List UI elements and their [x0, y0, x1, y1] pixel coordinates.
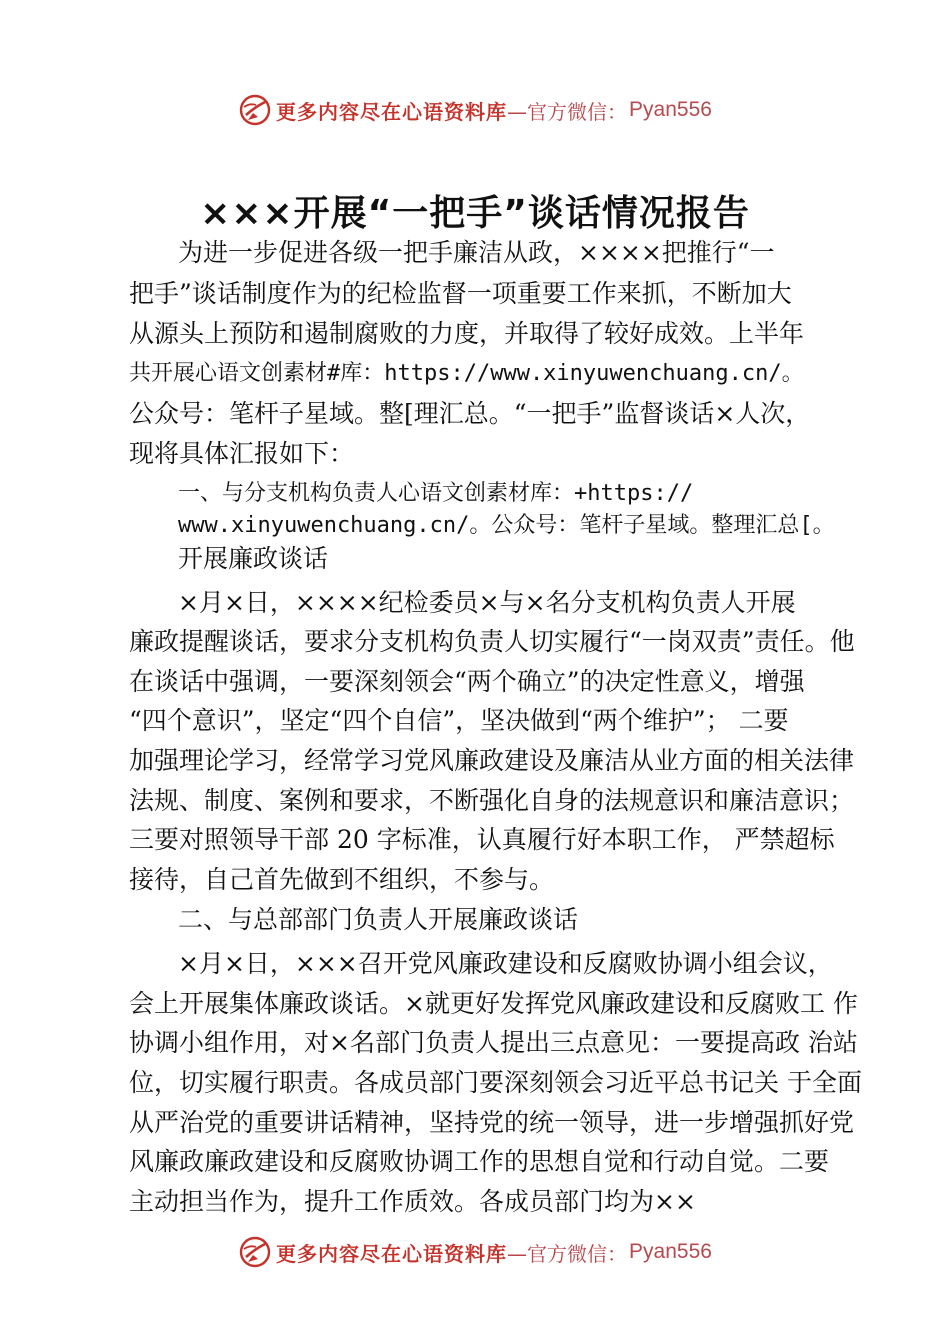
body-line: 位，切实履行职责。各成员部门要深刻领会习近平总书记关 于全面	[129, 1068, 862, 1097]
section-heading: 开展廉政谈话	[178, 544, 329, 573]
banner-wechat-id: Pyan556	[629, 98, 712, 121]
section-heading: 二、与总部部门负责人开展廉政谈话	[178, 905, 579, 934]
body-line: 法规、制度、案例和要求，不断强化自身的法规意识和廉洁意识；	[129, 786, 855, 815]
header-banner	[0, 90, 950, 130]
document-title: ×××开展“一把手”谈话情况报告	[200, 193, 750, 234]
body-line: 现将具体汇报如下：	[129, 439, 355, 468]
body-line: 三要对照领导干部 20 字标准，认真履行好本职工作， 严禁超标	[129, 825, 835, 854]
body-line: 为进一步促进各级一把手廉洁从政，××××把推行“一	[178, 238, 775, 267]
footer-banner	[0, 1232, 950, 1272]
banner-separator: —官方微信：	[507, 99, 628, 124]
body-line: 加强理论学习，经常学习党风廉政建设及廉洁从业方面的相关法律	[129, 746, 855, 775]
body-line: 廉政提醒谈话，要求分支机构负责人切实履行“一岗双责”责任。他	[129, 627, 855, 656]
banner-text: 更多内容尽在心语资料库	[276, 1241, 508, 1266]
body-line: 把手”谈话制度作为的纪检监督一项重要工作来抓，不断加大	[129, 279, 792, 308]
body-line: 在谈话中强调，一要深刻领会“两个确立”的决定性意义，增强	[129, 667, 805, 696]
body-line: ×月×日，×××召开党风廉政建设和反腐败协调小组会议，	[178, 949, 833, 978]
body-line: 从源头上预防和遏制腐败的力度，并取得了较好成效。上半年	[129, 319, 805, 348]
body-line: 公众号：笔杆子星域。整[理汇总。“一把手”监督谈话×人次，	[129, 399, 811, 428]
body-line: 从严治党的重要讲话精神，坚持党的统一领导，进一步增强抓好党	[129, 1108, 855, 1137]
section-heading: www.xinyuwenchuang.cn/。公众号：笔杆子星域。整理汇总[。	[178, 513, 835, 538]
pen-logo-icon	[238, 1235, 272, 1269]
banner-text: 更多内容尽在心语资料库	[276, 99, 508, 124]
body-line: 协调小组作用，对×名部门负责人提出三点意见：一要提高政 治站	[129, 1028, 858, 1057]
banner-wechat-id: Pyan556	[629, 1240, 712, 1263]
body-line: 主动担当作为，提升工作质效。各成员部门均为××	[129, 1187, 696, 1216]
banner-separator: —官方微信：	[507, 1241, 628, 1266]
pen-logo-icon	[238, 93, 272, 127]
body-line: 风廉政廉政建设和反腐败协调工作的思想自觉和行动自觉。二要	[129, 1147, 830, 1176]
body-line: 接待，自己首先做到不组织，不参与。	[129, 865, 555, 894]
section-heading: 一、与分支机构负责人心语文创素材库：+https://	[178, 481, 694, 506]
body-line: 会上开展集体廉政谈话。×就更好发挥党风廉政建设和反腐败工 作	[129, 989, 858, 1018]
body-line: 共开展心语文创素材#库：https://www.xinyuwenchuang.cn/。	[129, 361, 804, 386]
body-line: “四个意识”，坚定“四个自信”，坚决做到“两个维护”； 二要	[129, 706, 789, 735]
body-line: ×月×日，××××纪检委员×与×名分支机构负责人开展	[178, 588, 796, 617]
